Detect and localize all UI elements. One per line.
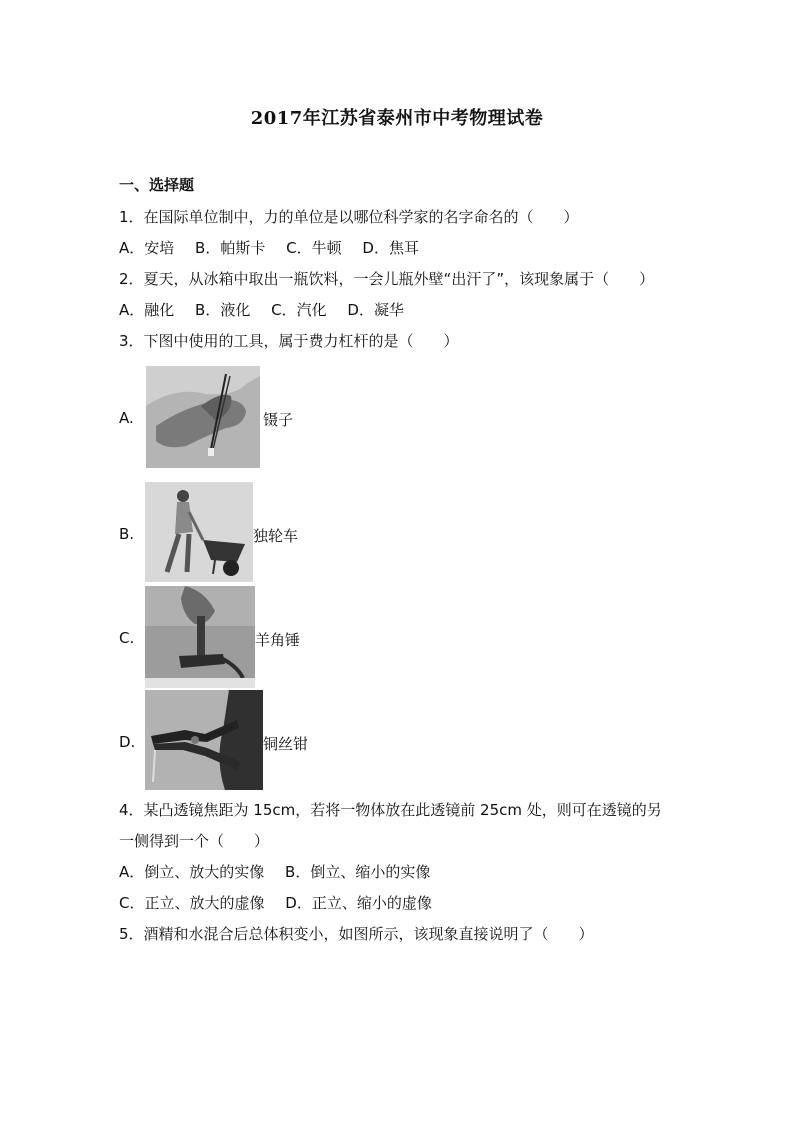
question-2-options	[119, 299, 420, 320]
question-1-options	[119, 237, 435, 258]
q4-option-a: A．倒立、放大的实像	[119, 863, 265, 881]
question-4-stem-line-2: 一侧得到一个（ ）	[119, 832, 270, 850]
question-3-stem: 3．下图中使用的工具，属于费力杠杆的是（ ）	[119, 332, 459, 350]
question-4-options-row-2	[119, 892, 448, 913]
q1-option-a: A．安培	[119, 239, 175, 257]
q1-option-d: D．焦耳	[362, 239, 419, 257]
q1-option-c: C．牛顿	[286, 239, 342, 257]
q4-option-c: C．正立、放大的虚像	[119, 894, 265, 912]
question-4-options-row-1	[119, 861, 446, 882]
q3-option-b-letter: B.	[119, 525, 135, 543]
q3-option-d	[119, 690, 419, 794]
q4-option-d: D．正立、缩小的虚像	[285, 894, 432, 912]
q4-option-b: B．倒立、缩小的实像	[285, 863, 431, 881]
question-5-stem: 5．酒精和水混合后总体积变小，如图所示，该现象直接说明了（ ）	[119, 925, 594, 943]
q3-option-c-label: 羊角锤	[255, 631, 301, 649]
question-2-stem: 2．夏天，从冰箱中取出一瓶饮料，一会儿瓶外壁“出汗了”，该现象属于（ ）	[119, 270, 655, 288]
q3-option-c	[119, 586, 419, 690]
question-1-stem: 1．在国际单位制中，力的单位是以哪位科学家的名字命名的（ ）	[119, 208, 579, 226]
q3-option-c-letter: C.	[119, 629, 135, 647]
question-4-stem-line-1: 4．某凸透镜焦距为 15cm，若将一物体放在此透镜前 25cm 处，则可在透镜的另	[119, 801, 662, 819]
q3-option-a-letter: A.	[119, 409, 134, 427]
q2-option-a: A．融化	[119, 301, 175, 319]
q3-option-a-label: 镊子	[263, 411, 294, 429]
pliers-photo	[145, 690, 263, 790]
section-heading: 一、选择题	[119, 176, 195, 194]
q2-option-c: C．汽化	[271, 301, 327, 319]
q3-option-d-letter: D.	[119, 733, 136, 751]
q3-option-a	[119, 366, 419, 470]
q2-option-d: D．凝华	[347, 301, 404, 319]
q3-option-d-label: 铜丝钳	[263, 735, 309, 753]
q3-option-b	[119, 482, 419, 586]
q3-option-b-label: 独轮车	[253, 527, 299, 545]
q1-option-b: B．帕斯卡	[195, 239, 266, 257]
wheelbarrow-photo	[145, 482, 253, 582]
claw-hammer-photo	[145, 586, 255, 688]
exam-title: 2017年江苏省泰州市中考物理试卷	[250, 108, 544, 129]
q2-option-b: B．液化	[195, 301, 251, 319]
tweezers-photo	[146, 366, 260, 468]
